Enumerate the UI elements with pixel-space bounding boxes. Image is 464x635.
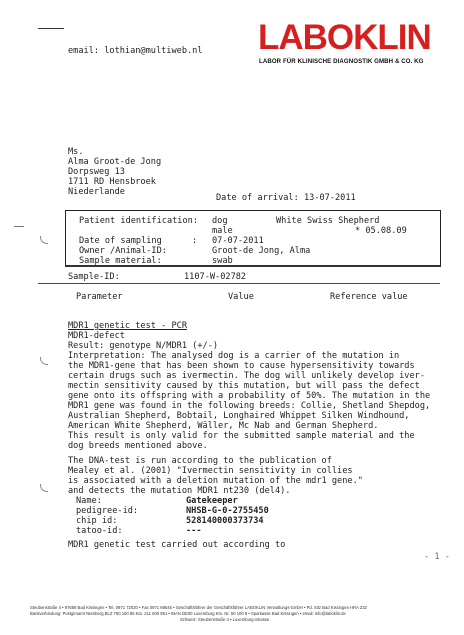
sampling-date-label: Date of sampling [79,236,162,246]
sample-id-value: 1107-W-02782 [184,272,247,282]
interpretation-line: gene onto its offspring with a probability of 50%. The mutation in the [68,391,431,401]
pedigree-id-label: pedigree-id: [76,506,139,516]
species-value: dog [212,216,228,226]
recipient-street: Dorpsweg 13 [68,167,125,177]
sample-material-value: swab [212,256,233,266]
letterhead-dash [38,28,64,29]
sex-value: male [212,226,233,236]
tatoo-id-value: --- [186,526,202,536]
recipient-country: Niederlande [68,187,125,197]
punch-mark [40,236,48,244]
sample-id-label: Sample-ID: [68,272,120,282]
footer-line: Steubenstraße 4 • 97688 Bad Kissingen • Tel. 0971 72020 • Fax 0971 68546 • Geschäftsführer der Geschäftsführer LABOKLIN Verwaltungs-GmbH • Pd. Sitz Bad Kissingen HRA 232 [30,605,367,610]
dna-test-line: The DNA-test is run according to the publication of [68,456,332,466]
closing-line: MDR1 genetic test carried out according to [68,540,286,550]
mdr1-test-heading: MDR1 genetic test - PCR [68,321,187,331]
owner-value: Groot-de Jong, Alma [212,246,311,256]
laboklin-logo: LABOKLIN [258,18,431,57]
dna-test-line: is associated with a deletion mutation of the mdr1 gene." [68,476,363,486]
dna-test-line: Mealey et al. (2001) "Ivermectin sensitivity in collies [68,466,353,476]
recipient-name: Alma Groot-de Jong [68,157,162,167]
interpretation-line: the MDR1-gene that has been shown to cause hypersensitivity towards [68,361,415,371]
column-parameter: Parameter [76,292,123,302]
date-of-arrival: Date of arrival: 13-07-2011 [216,193,356,203]
dog-name-value: Gatekeeper [186,496,238,506]
footer-line: Bankverbindung: Postgiroamt Nürnberg BLZ 760 100 85 Kto. 211 500 851 • IBAN DE00 Luxemburg Kto. Nr. 50 100 8 • Sparkasse Bad Kissingen • email: info@laboklin.de [30,611,346,616]
chip-id-label: chip id: [76,516,118,526]
sampling-date-colon: : [192,236,198,246]
interpretation-line: This result is only valid for the submitted sample material and the [68,431,415,441]
interpretation-line: Interpretation: The analysed dog is a carrier of the mutation in [68,351,400,361]
patient-id-label: Patient identification: [79,216,198,226]
breed-value: White Swiss Shepherd [276,216,380,226]
interpretation-line: mectin sensitivity caused by this mutation, but will pass the defect [68,381,420,391]
tatoo-id-label: tatoo-id: [76,526,123,536]
interpretation-line: MDR1 gene was found in the following breeds: Collie, Shetland Shepdog, [68,401,431,411]
punch-mark [40,484,48,492]
birth-date-value: * 05.08.09 [355,226,407,236]
column-value: Value [228,292,254,302]
fold-mark [14,226,24,227]
punch-mark [40,357,48,365]
chip-id-value: 528140000373734 [186,516,264,526]
dog-name-label: Name: [76,496,102,506]
dna-test-line: and detects the mutation MDR1 nt230 (del4). [68,486,291,496]
interpretation-line: certain drugs such as ivermectin. The dog will unlikely develop iver- [68,371,425,381]
logo-tagline: LABOR FÜR KLINISCHE DIAGNOSTIK GMBH & CO. KG [259,58,424,65]
column-reference: Reference value [330,292,408,302]
footer-line: Schweiz: Steubenstraße 4 • Luxemburg-Strasse [180,617,270,622]
sample-divider [38,283,440,284]
interpretation-line: American White Shepherd, Wäller, Mc Nab and German Shepherd. [68,421,379,431]
interpretation-line: Australian Shepherd, Bobtail, Longhaired Whippet Silken Windhound, [68,411,410,421]
owner-label: Owner /Animal-ID: [79,246,167,256]
sampling-date-value: 07-07-2011 [212,236,264,246]
page-number: - 1 - [424,552,450,562]
pedigree-id-value: NHSB-G-0-2755450 [186,506,269,516]
sample-material-label: Sample material: [79,256,162,266]
recipient-title: Ms. [68,147,84,157]
recipient-city: 1711 RD Hensbroek [68,177,156,187]
email-line: email: lothian@multiweb.nl [68,46,203,56]
interpretation-line: dog breeds mentioned above. [68,441,208,451]
genotype-result: Result: genotype N/MDR1 (+/-) [68,341,219,351]
mdr1-defect-line: MDR1-defect [68,331,125,341]
